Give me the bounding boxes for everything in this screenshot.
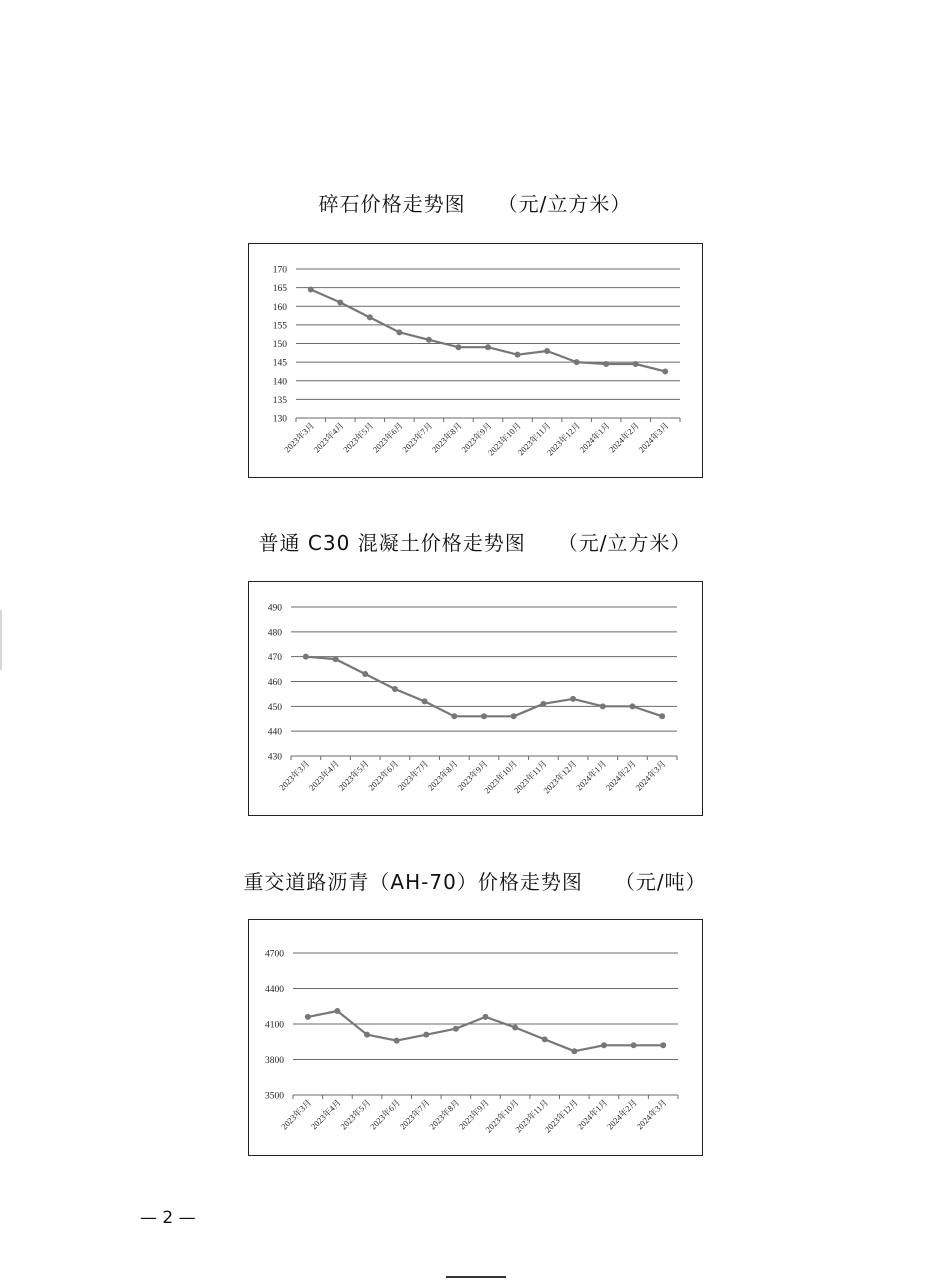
chart-1-data-point (367, 314, 373, 320)
chart-1-data-point (603, 361, 609, 367)
chart-1-data-point (455, 344, 461, 350)
chart-3-x-tick-label: 2023年3月 (279, 1097, 314, 1132)
chart-1-data-point (308, 286, 314, 292)
chart-1-x-tick-label: 2023年7月 (400, 420, 435, 455)
chart-2-y-tick-label: 490 (267, 603, 282, 614)
chart-1-data-point (396, 329, 402, 335)
chart-3-x-tick-label: 2023年8月 (427, 1097, 462, 1132)
chart-1-data-point (485, 344, 491, 350)
chart-2-y-tick-label: 430 (267, 752, 282, 763)
chart-3-x-tick-label: 2024年1月 (575, 1097, 610, 1132)
chart-1-title: 碎石价格走势图 （元/立方米） (318, 192, 632, 216)
chart-1-data-point (662, 368, 668, 374)
chart-2-x-tick-label: 2024年2月 (603, 758, 638, 793)
chart-3-x-tick-label: 2024年3月 (634, 1097, 669, 1132)
chart-3-y-tick-label: 3500 (265, 1091, 284, 1102)
chart-2-y-tick-label: 440 (267, 727, 282, 738)
page-number: — 2 — (140, 1208, 196, 1228)
chart-2-data-point (629, 703, 635, 709)
chart-2-x-tick-label: 2023年5月 (336, 758, 371, 793)
chart-1-data-point (515, 352, 521, 358)
chart-2-y-tick-label: 450 (267, 702, 282, 713)
chart-3-data-point (305, 1014, 311, 1020)
chart-3-data-point (512, 1025, 518, 1031)
chart-2-y-tick-label: 480 (267, 628, 282, 639)
chart-2-data-point (540, 701, 546, 707)
chart-2-data-point (659, 713, 665, 719)
chart-2-frame (248, 581, 703, 816)
chart-2-x-tick-label: 2023年8月 (425, 758, 460, 793)
page-edge-mark (0, 610, 2, 670)
chart-3-data-point (334, 1008, 340, 1014)
chart-1-y-tick-label: 150 (272, 340, 287, 350)
chart-1-x-tick-label: 2023年8月 (429, 420, 464, 455)
chart-2-y-tick-label: 460 (267, 678, 282, 688)
chart-1-data-point (426, 337, 432, 343)
chart-1-y-tick-label: 140 (272, 377, 287, 388)
chart-2-y-tick-label: 470 (267, 653, 282, 664)
chart-3-x-tick-label: 2023年11月 (513, 1097, 551, 1135)
chart-2-plot (249, 582, 701, 814)
chart-3-title: 重交道路沥青（AH-70）价格走势图 （元/吨） (243, 870, 707, 894)
chart-3-y-tick-label: 3800 (265, 1056, 284, 1066)
chart-2-x-tick-label: 2024年1月 (574, 758, 609, 793)
chart-2-title: 普通 C30 混凝土价格走势图 （元/立方米） (258, 531, 692, 555)
chart-1-data-point (633, 361, 639, 367)
chart-3-x-tick-label: 2024年2月 (604, 1097, 639, 1132)
chart-2-data-point (303, 654, 309, 660)
chart-2-x-tick-label: 2023年10月 (481, 758, 520, 796)
chart-3-data-point (423, 1032, 429, 1038)
chart-1-y-tick-label: 145 (272, 358, 287, 369)
chart-2-x-tick-label: 2024年3月 (633, 758, 668, 793)
chart-3-data-point (394, 1038, 400, 1044)
chart-1-x-tick-label: 2024年3月 (636, 420, 671, 455)
chart-1-y-tick-label: 160 (272, 302, 287, 313)
chart-1-x-tick-label: 2023年11月 (515, 420, 553, 458)
chart-3-x-tick-label: 2023年4月 (308, 1097, 343, 1132)
chart-1-x-tick-label: 2023年12月 (544, 420, 583, 458)
chart-1-x-tick-label: 2023年9月 (459, 420, 494, 455)
chart-3-y-tick-label: 4400 (265, 985, 284, 995)
bottom-edge-mark (446, 1276, 506, 1278)
chart-3-data-point (483, 1014, 489, 1020)
chart-3-data-point (601, 1042, 607, 1048)
chart-3-x-tick-label: 2023年10月 (483, 1097, 521, 1135)
chart-2-data-point (600, 703, 606, 709)
chart-3-x-tick-label: 2023年6月 (367, 1097, 403, 1132)
chart-3-x-tick-label: 2023年7月 (397, 1097, 432, 1132)
chart-3-x-tick-label: 2023年5月 (338, 1097, 373, 1132)
chart-2-data-point (392, 686, 398, 692)
chart-3-data-point (660, 1042, 666, 1048)
chart-1-x-tick-label: 2023年5月 (341, 420, 376, 455)
chart-1-plot (249, 244, 701, 476)
chart-1-data-point (337, 300, 343, 306)
chart-3-x-tick-label: 2023年9月 (456, 1097, 491, 1132)
chart-1-y-tick-label: 155 (272, 321, 287, 332)
chart-1-data-point (574, 359, 580, 365)
chart-2-data-point (481, 713, 487, 719)
chart-1-x-tick-label: 2023年6月 (370, 420, 405, 455)
chart-1-data-point (544, 348, 550, 354)
chart-2-x-tick-label: 2023年4月 (306, 758, 341, 793)
chart-2-data-point (570, 696, 576, 702)
chart-3-y-tick-label: 4100 (265, 1020, 284, 1031)
chart-1-frame (248, 243, 703, 478)
chart-1-x-tick-label: 2024年1月 (577, 420, 612, 455)
chart-3-data-point (453, 1026, 459, 1032)
chart-3-data-point (542, 1036, 548, 1042)
chart-2-x-tick-label: 2023年3月 (277, 758, 312, 793)
chart-3-data-point (364, 1032, 370, 1038)
chart-2-x-tick-label: 2023年6月 (366, 758, 401, 793)
chart-2-x-tick-label: 2023年11月 (511, 758, 549, 796)
chart-3-frame (248, 919, 703, 1156)
chart-1-y-tick-label: 170 (272, 265, 287, 276)
chart-2-x-tick-label: 2023年7月 (395, 758, 431, 793)
chart-2-x-tick-label: 2023年12月 (541, 758, 579, 796)
chart-1-series-line (311, 290, 665, 372)
chart-3-x-tick-label: 2023年12月 (542, 1097, 580, 1135)
chart-1-y-tick-label: 165 (272, 284, 287, 295)
chart-2-x-tick-label: 2023年9月 (455, 758, 490, 793)
chart-1-x-tick-label: 2023年10月 (485, 420, 523, 458)
chart-1-x-tick-label: 2024年2月 (606, 420, 642, 455)
chart-3-data-point (631, 1042, 637, 1048)
chart-1-x-tick-label: 2023年4月 (311, 420, 346, 455)
chart-3-data-point (571, 1048, 577, 1054)
chart-3-y-tick-label: 4700 (265, 949, 284, 960)
chart-2-data-point (333, 656, 339, 662)
chart-3-plot (249, 920, 701, 1154)
chart-1-y-tick-label: 130 (272, 414, 287, 425)
chart-1-y-tick-label: 135 (272, 395, 287, 406)
chart-2-series-line (306, 657, 662, 717)
chart-2-data-point (422, 698, 428, 704)
chart-2-data-point (511, 713, 517, 719)
chart-1-x-tick-label: 2023年3月 (282, 420, 317, 455)
chart-2-data-point (362, 671, 368, 677)
chart-2-data-point (451, 713, 457, 719)
